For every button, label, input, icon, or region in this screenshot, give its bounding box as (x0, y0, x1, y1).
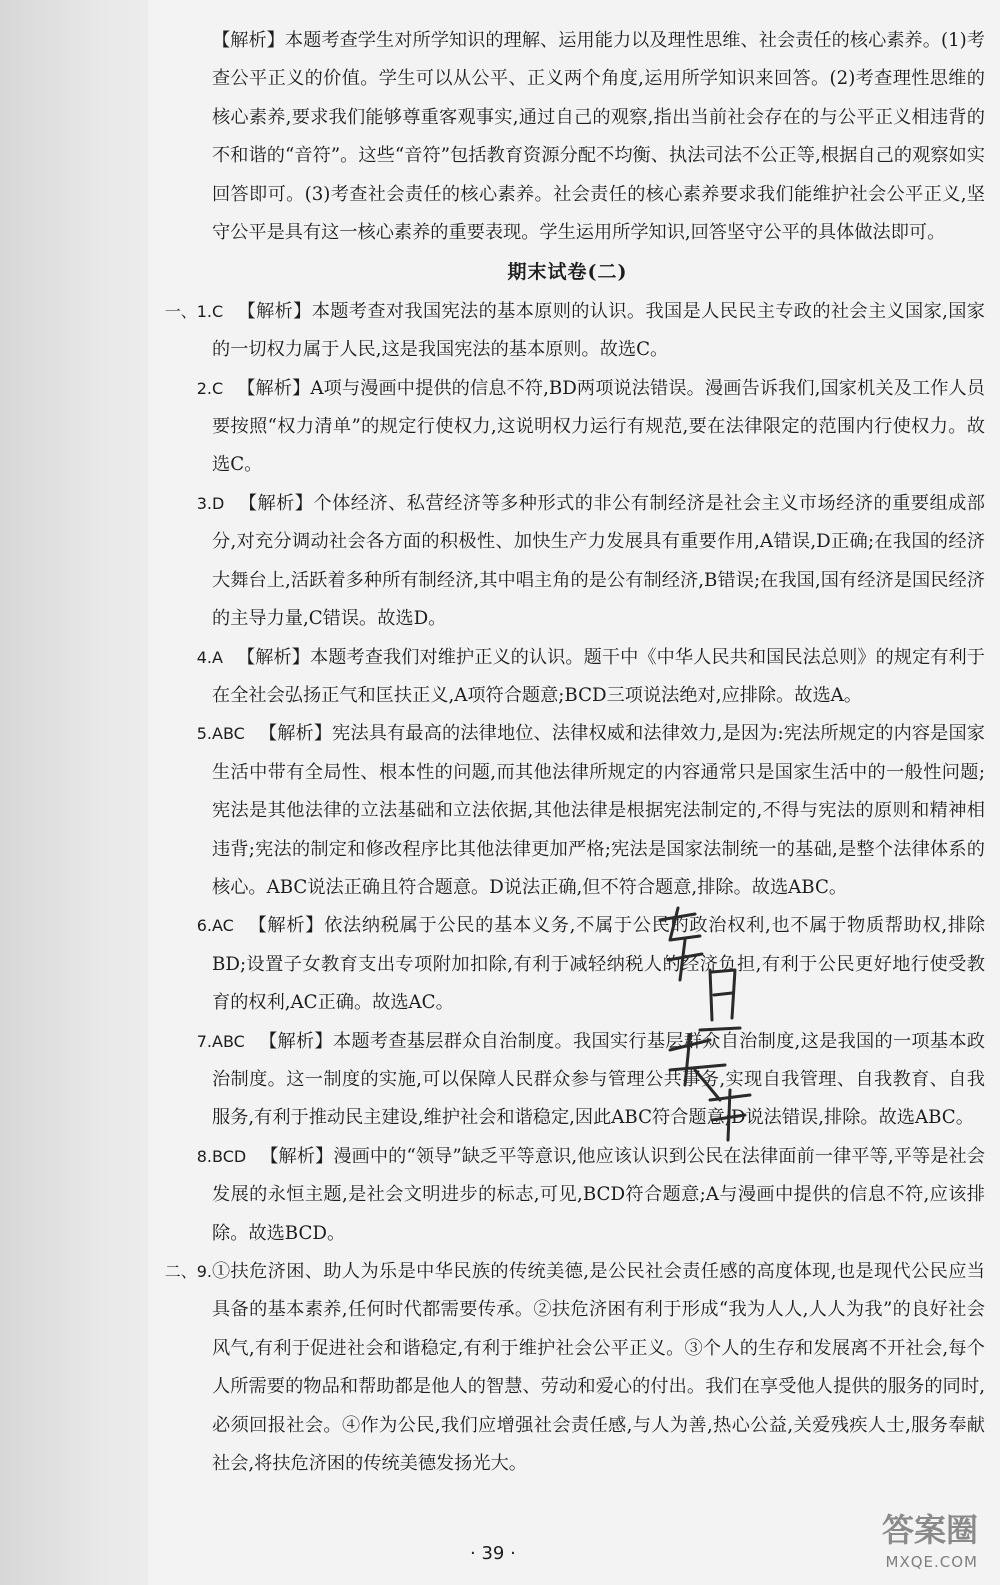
item-explanation: 【解析】本题考查对我国宪法的基本原则的认识。我国是人民民主专政的社会主义国家,国家的一切权力属于人民,这是我国宪法的基本原则。故选C。 (212, 300, 985, 361)
watermark-url: MXQE.COM (885, 1553, 978, 1571)
item-number: 二、9. (164, 1262, 212, 1281)
list-item (150, 1253, 985, 1483)
list-item (150, 715, 985, 907)
item-explanation: 【解析】依法纳税属于公民的基本义务,不属于公民的政治权利,也不属于物质帮助权,排除BD;设置子女教育支出专项附加扣除,有利于减轻纳税人的经济负担,有利于公民更好地行使受教育的权利,AC正确。故选AC。 (212, 915, 985, 1014)
list-item (150, 370, 985, 485)
intro-paragraph: 【解析】本题考查学生对所学知识的理解、运用能力以及理性思维、社会责任的核心素养。(1)考查公平正义的价值。学生可以从公平、正义两个角度,运用所学知识来回答。(2)考查理性思维的核心素养,要求我们能够尊重客观事实,通过自己的观察,指出当前社会存在的与公平正义相违背的不和谐的“音符”。这些“音符”包括教育资源分配不均衡、执法司法不公正等,根据自己的观察如实回答即可。(3)考查社会责任的核心素养。社会责任的核心素养要求我们能维护社会公平正义,坚守公平是具有这一核心素养的重要表现。学生运用所学知识,回答坚守公平的具体做法即可。 (212, 30, 985, 244)
item-explanation: 【解析】A项与漫画中提供的信息不符,BD两项说法错误。漫画告诉我们,国家机关及工作人员要按照“权力清单”的规定行使权力,这说明权力运行有规范,要在法律限定的范围内行使权力。故选C。 (212, 377, 985, 476)
list-item (150, 485, 985, 639)
item-number: 3. (196, 493, 212, 513)
item-explanation: 【解析】本题考查我们对维护正义的认识。题干中《中华人民共和国民法总则》的规定有利于在全社会弘扬正气和匡扶正义,A项符合题意;BCD三项说法绝对,应排除。故选A。 (212, 646, 985, 706)
item-number: 8. (196, 1146, 212, 1166)
answer-list (150, 293, 985, 1484)
item-number: 4. (196, 647, 212, 667)
item-explanation: 【解析】个体经济、私营经济等多种形式的非公有制经济是社会主义市场经济的重要组成部分,对充分调动社会各方面的积极性、加快生产力发展具有重要作用,A错误,D正确;在我国的经济大舞台上,活跃着多种所有制经济,其中唱主角的是公有制经济,B错误;在我国,国有经济是国民经济的主导力量,C错误。故选D。 (212, 492, 985, 630)
watermark-brand: 答案圈 (881, 1511, 978, 1549)
list-item (150, 639, 985, 716)
item-answer: C (212, 378, 224, 398)
item-number: 5. (196, 724, 212, 744)
item-explanation: 【解析】宪法具有最高的法律地位、法律权威和法律效力,是因为:宪法所规定的内容是国家生活中带有全局性、根本性的问题,而其他法律所规定的内容通常只是国家生活中的一般性问题;宪法是其他法律的立法基础和立法依据,其他法律是根据宪法制定的,不得与宪法的原则和精神相违背;宪法的制定和修改程序比其他法律更加严格;宪法是国家法制统一的基础,是整个法律体系的核心。ABC说法正确且符合题意。D说法正确,但不符合题意,排除。故选ABC。 (212, 723, 985, 898)
item-number: 2. (196, 378, 212, 398)
item-number: 7. (196, 1031, 212, 1051)
item-answer: C (212, 301, 224, 321)
page-number: · 39 · (470, 1543, 516, 1564)
list-item (150, 293, 985, 370)
item-number: 一、1. (164, 301, 212, 321)
item-answer: ABC (212, 1031, 245, 1051)
list-item (150, 1138, 985, 1253)
item-answer: AC (212, 916, 234, 936)
list-item (150, 1023, 985, 1138)
item-answer: A (212, 647, 223, 667)
item-answer: BCD (212, 1146, 247, 1166)
watermark-logo (852, 1511, 992, 1579)
item-answer: D (212, 493, 225, 513)
item-explanation: 【解析】本题考查基层群众自治制度。我国实行基层群众自治制度,这是我国的一项基本政治制度。这一制度的实施,可以保障人民群众参与管理公共事务,实现自我管理、自我教育、自我服务,有利于推动民主建设,维护社会和谐稳定,因此ABC符合题意;D说法错误,排除。故选ABC。 (212, 1030, 985, 1129)
list-item (150, 907, 985, 1022)
section-title: 期末试卷(二) (507, 261, 628, 284)
item-explanation: 【解析】漫画中的“领导”缺乏平等意识,他应该认识到公民在法律面前一律平等,平等是社会发展的永恒主题,是社会文明进步的标志,可见,BCD符合题意;A与漫画中提供的信息不符,应该排除。故选BCD。 (212, 1145, 985, 1244)
left-margin-shadow (0, 0, 148, 1585)
item-number: 6. (196, 916, 212, 936)
item-explanation: ①扶危济困、助人为乐是中华民族的传统美德,是公民社会责任感的高度体现,也是现代公民应当具备的基本素养,任何时代都需要传承。②扶危济困有利于形成“我为人人,人人为我”的良好社会风气,有利于促进社会和谐稳定,有利于维护社会公平正义。③个人的生存和发展离不开社会,每个人所需要的物品和帮助都是他人的智慧、劳动和爱心的付出。我们在享受他人提供的服务的同时,必须回报社会。④作为公民,我们应增强社会责任感,与人为善,热心公益,关爱残疾人士,服务奉献社会,将扶危济困的传统美德发扬光大。 (212, 1261, 985, 1475)
item-answer: ABC (212, 724, 245, 744)
handwritten-mark (640, 900, 760, 1150)
document-body (150, 22, 985, 1483)
